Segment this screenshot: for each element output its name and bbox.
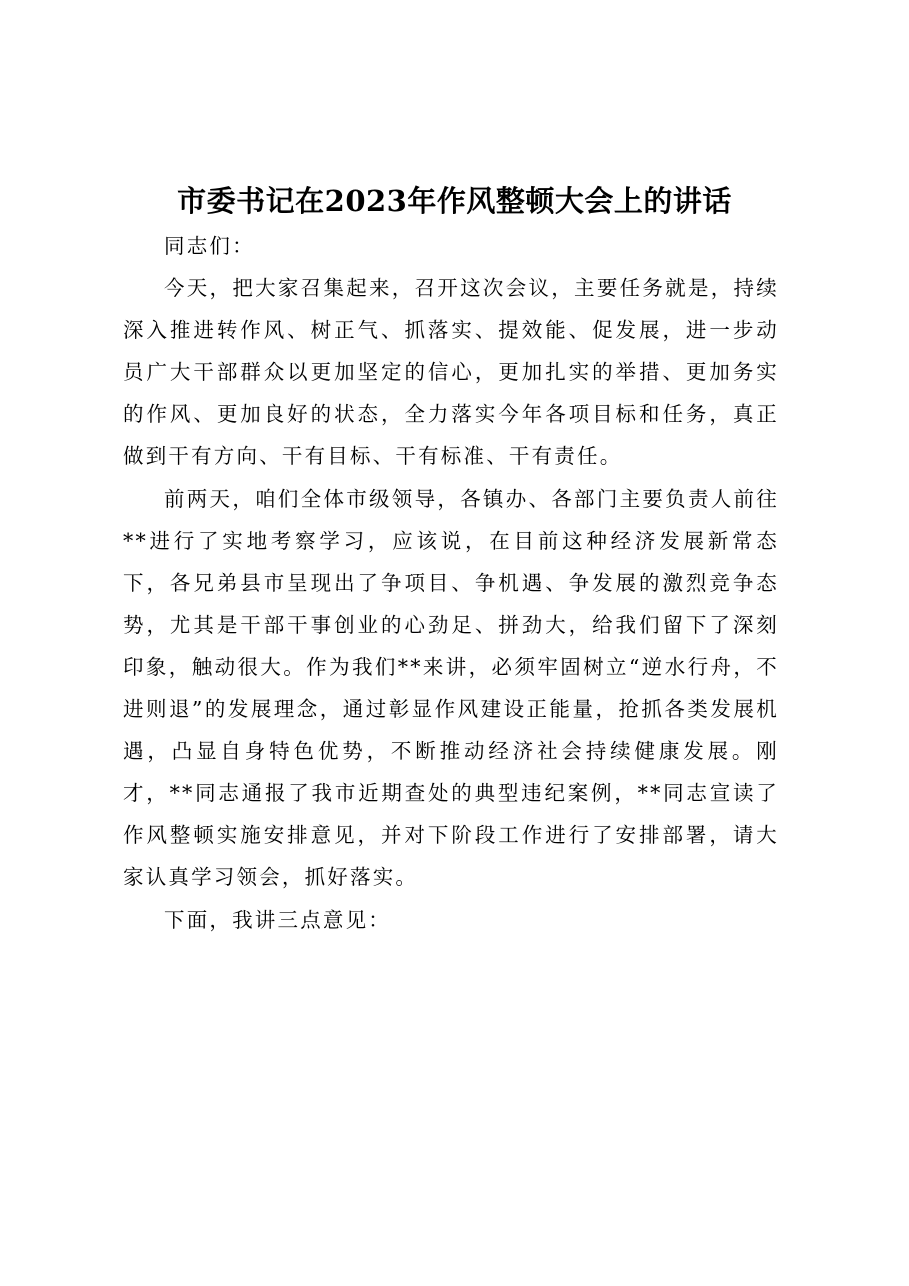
paragraph-greeting: 同志们： bbox=[164, 234, 255, 258]
paragraph-3: 下面，我讲三点意见： bbox=[164, 907, 391, 932]
document-title: 市委书记在2023年作风整顿大会上的讲话 bbox=[177, 184, 732, 219]
paragraph-1: 今天，把大家召集起来，召开这次会议，主要任务就是，持续深入推进转作风、树正气、抓落实、提效能、促发展，进一步动员广大干部群众以更加坚定的信心，更加扎实的举措、更加务实的作风、更加良好的状态，全力落实今年各项目标和任务，真正做到干有方向、干有目标、干有标准、干有责任。 bbox=[123, 276, 779, 469]
paragraph-2: 前两天，咱们全体市级领导，各镇办、各部门主要负责人前往**进行了实地考察学习，应该说，在目前这种经济发展新常态下，各兄弟县市呈现出了争项目、争机遇、争发展的激烈竞争态势，尤其是干部干事创业的心劲足、拼劲大，给我们留下了深刻印象，触动很大。作为我们**来讲，必须牢固树立“逆水行舟，不进则退”的发展理念，通过彰显作风建设正能量，抢抓各类发展机遇，凸显自身特色优势，不断推动经济社会持续健康发展。刚才，**同志通报了我市近期查处的典型违纪案例，**同志宣读了作风整顿实施安排意见，并对下阶段工作进行了安排部署，请大家认真学习领会，抓好落实。 bbox=[123, 486, 779, 890]
document-body bbox=[123, 225, 779, 941]
